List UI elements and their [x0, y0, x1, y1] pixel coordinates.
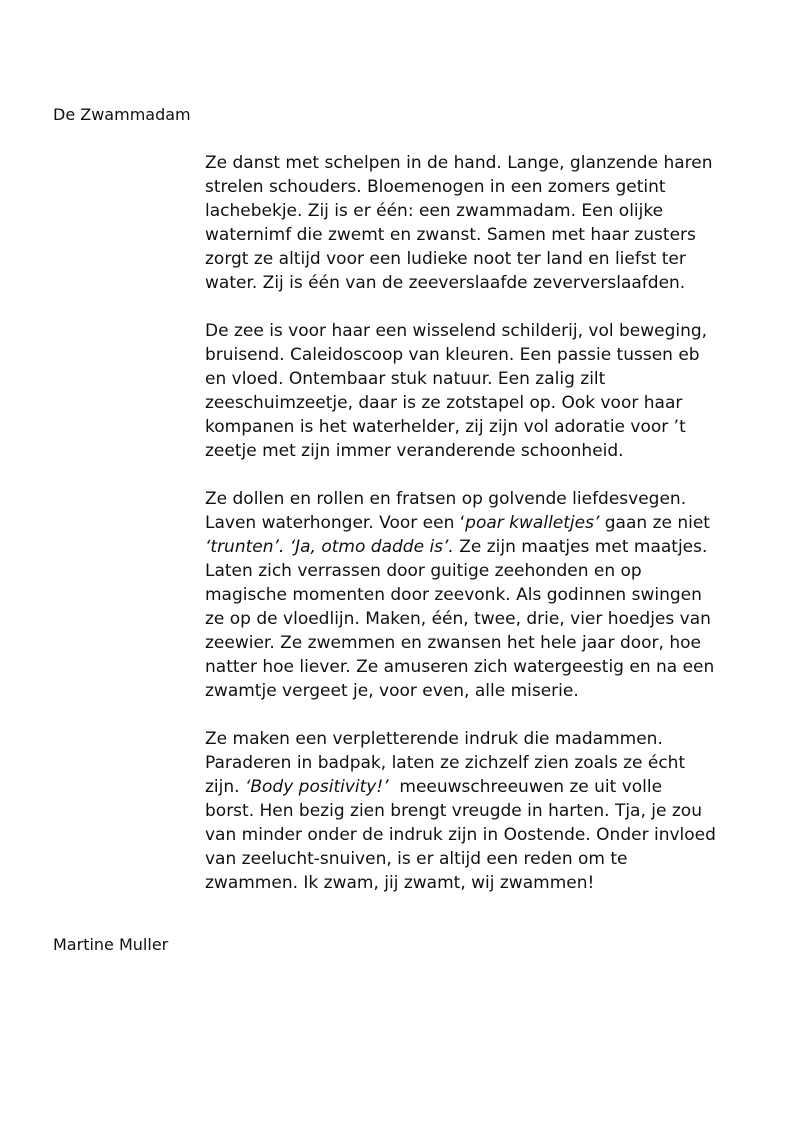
text-segment: gaan ze niet: [599, 513, 710, 533]
text-segment: zijn.: [205, 777, 245, 797]
document-title: De Zwammadam: [53, 105, 191, 124]
text-line: water. Zij is één van de zeeverslaafde zeververslaafden.: [205, 273, 686, 293]
text-line: lachebekje. Zij is er één: een zwammadam. Een olijke: [205, 201, 664, 221]
italic-quote: ‘Body positivity!’: [244, 777, 389, 797]
text-line: zwamtje vergeet je, voor even, alle miserie.: [205, 681, 579, 701]
paragraph-2: [205, 319, 765, 463]
text-line: en vloed. Ontembaar stuk natuur. Een zalig zilt: [205, 369, 606, 389]
text-line: zwammen. Ik zwam, jij zwamt, wij zwammen!: [205, 873, 595, 893]
text-line: zeewier. Ze zwemmen en zwansen het hele jaar door, hoe: [205, 633, 701, 653]
text-line: Ze maken een verpletterende indruk die madammen.: [205, 729, 663, 749]
text-line: [205, 535, 765, 559]
text-line: ze op de vloedlijn. Maken, één, twee, drie, vier hoedjes van: [205, 609, 711, 629]
paragraph-3: [205, 487, 765, 703]
poem-body: [205, 151, 765, 919]
text-line: [205, 775, 765, 799]
text-line: borst. Hen bezig zien brengt vreugde in harten. Tja, je zou: [205, 801, 702, 821]
text-line: kompanen is het waterhelder, zij zijn vol adoratie voor ’t: [205, 417, 686, 437]
text-segment: meeuwschreeuwen ze uit volle: [388, 777, 663, 797]
paragraph-1: [205, 151, 765, 295]
italic-quote: ‘trunten’. ‘Ja, otmo dadde is’.: [205, 537, 454, 557]
author-name: Martine Muller: [53, 935, 169, 954]
text-line: natter hoe liever. Ze amuseren zich watergeestig en na een: [205, 657, 715, 677]
text-line: bruisend. Caleidoscoop van kleuren. Een passie tussen eb: [205, 345, 700, 365]
text-line: [205, 511, 765, 535]
text-line: zeetje met zijn immer veranderende schoonheid.: [205, 441, 624, 461]
text-line: Ze dollen en rollen en fratsen op golvende liefdesvegen.: [205, 489, 687, 509]
text-line: Laten zich verrassen door guitige zeehonden en op: [205, 561, 642, 581]
text-line: van zeelucht-snuiven, is er altijd een reden om te: [205, 849, 628, 869]
text-line: De zee is voor haar een wisselend schilderij, vol beweging,: [205, 321, 708, 341]
italic-quote: poar kwalletjes’: [465, 513, 600, 533]
text-line: strelen schouders. Bloemenogen in een zomers getint: [205, 177, 666, 197]
text-line: waternimf die zwemt en zwanst. Samen met haar zusters: [205, 225, 696, 245]
text-segment: Ze zijn maatjes met maatjes.: [453, 537, 708, 557]
text-segment: Laven waterhonger. Voor een ‘: [205, 513, 466, 533]
text-line: Ze danst met schelpen in de hand. Lange, glanzende haren: [205, 153, 713, 173]
text-line: zeeschuimzeetje, daar is ze zotstapel op. Ook voor haar: [205, 393, 683, 413]
text-line: Paraderen in badpak, laten ze zichzelf zien zoals ze écht: [205, 753, 686, 773]
text-line: zorgt ze altijd voor een ludieke noot ter land en liefst ter: [205, 249, 686, 269]
text-line: magische momenten door zeevonk. Als godinnen swingen: [205, 585, 702, 605]
text-line: van minder onder de indruk zijn in Oostende. Onder invloed: [205, 825, 716, 845]
paragraph-4: [205, 727, 765, 895]
